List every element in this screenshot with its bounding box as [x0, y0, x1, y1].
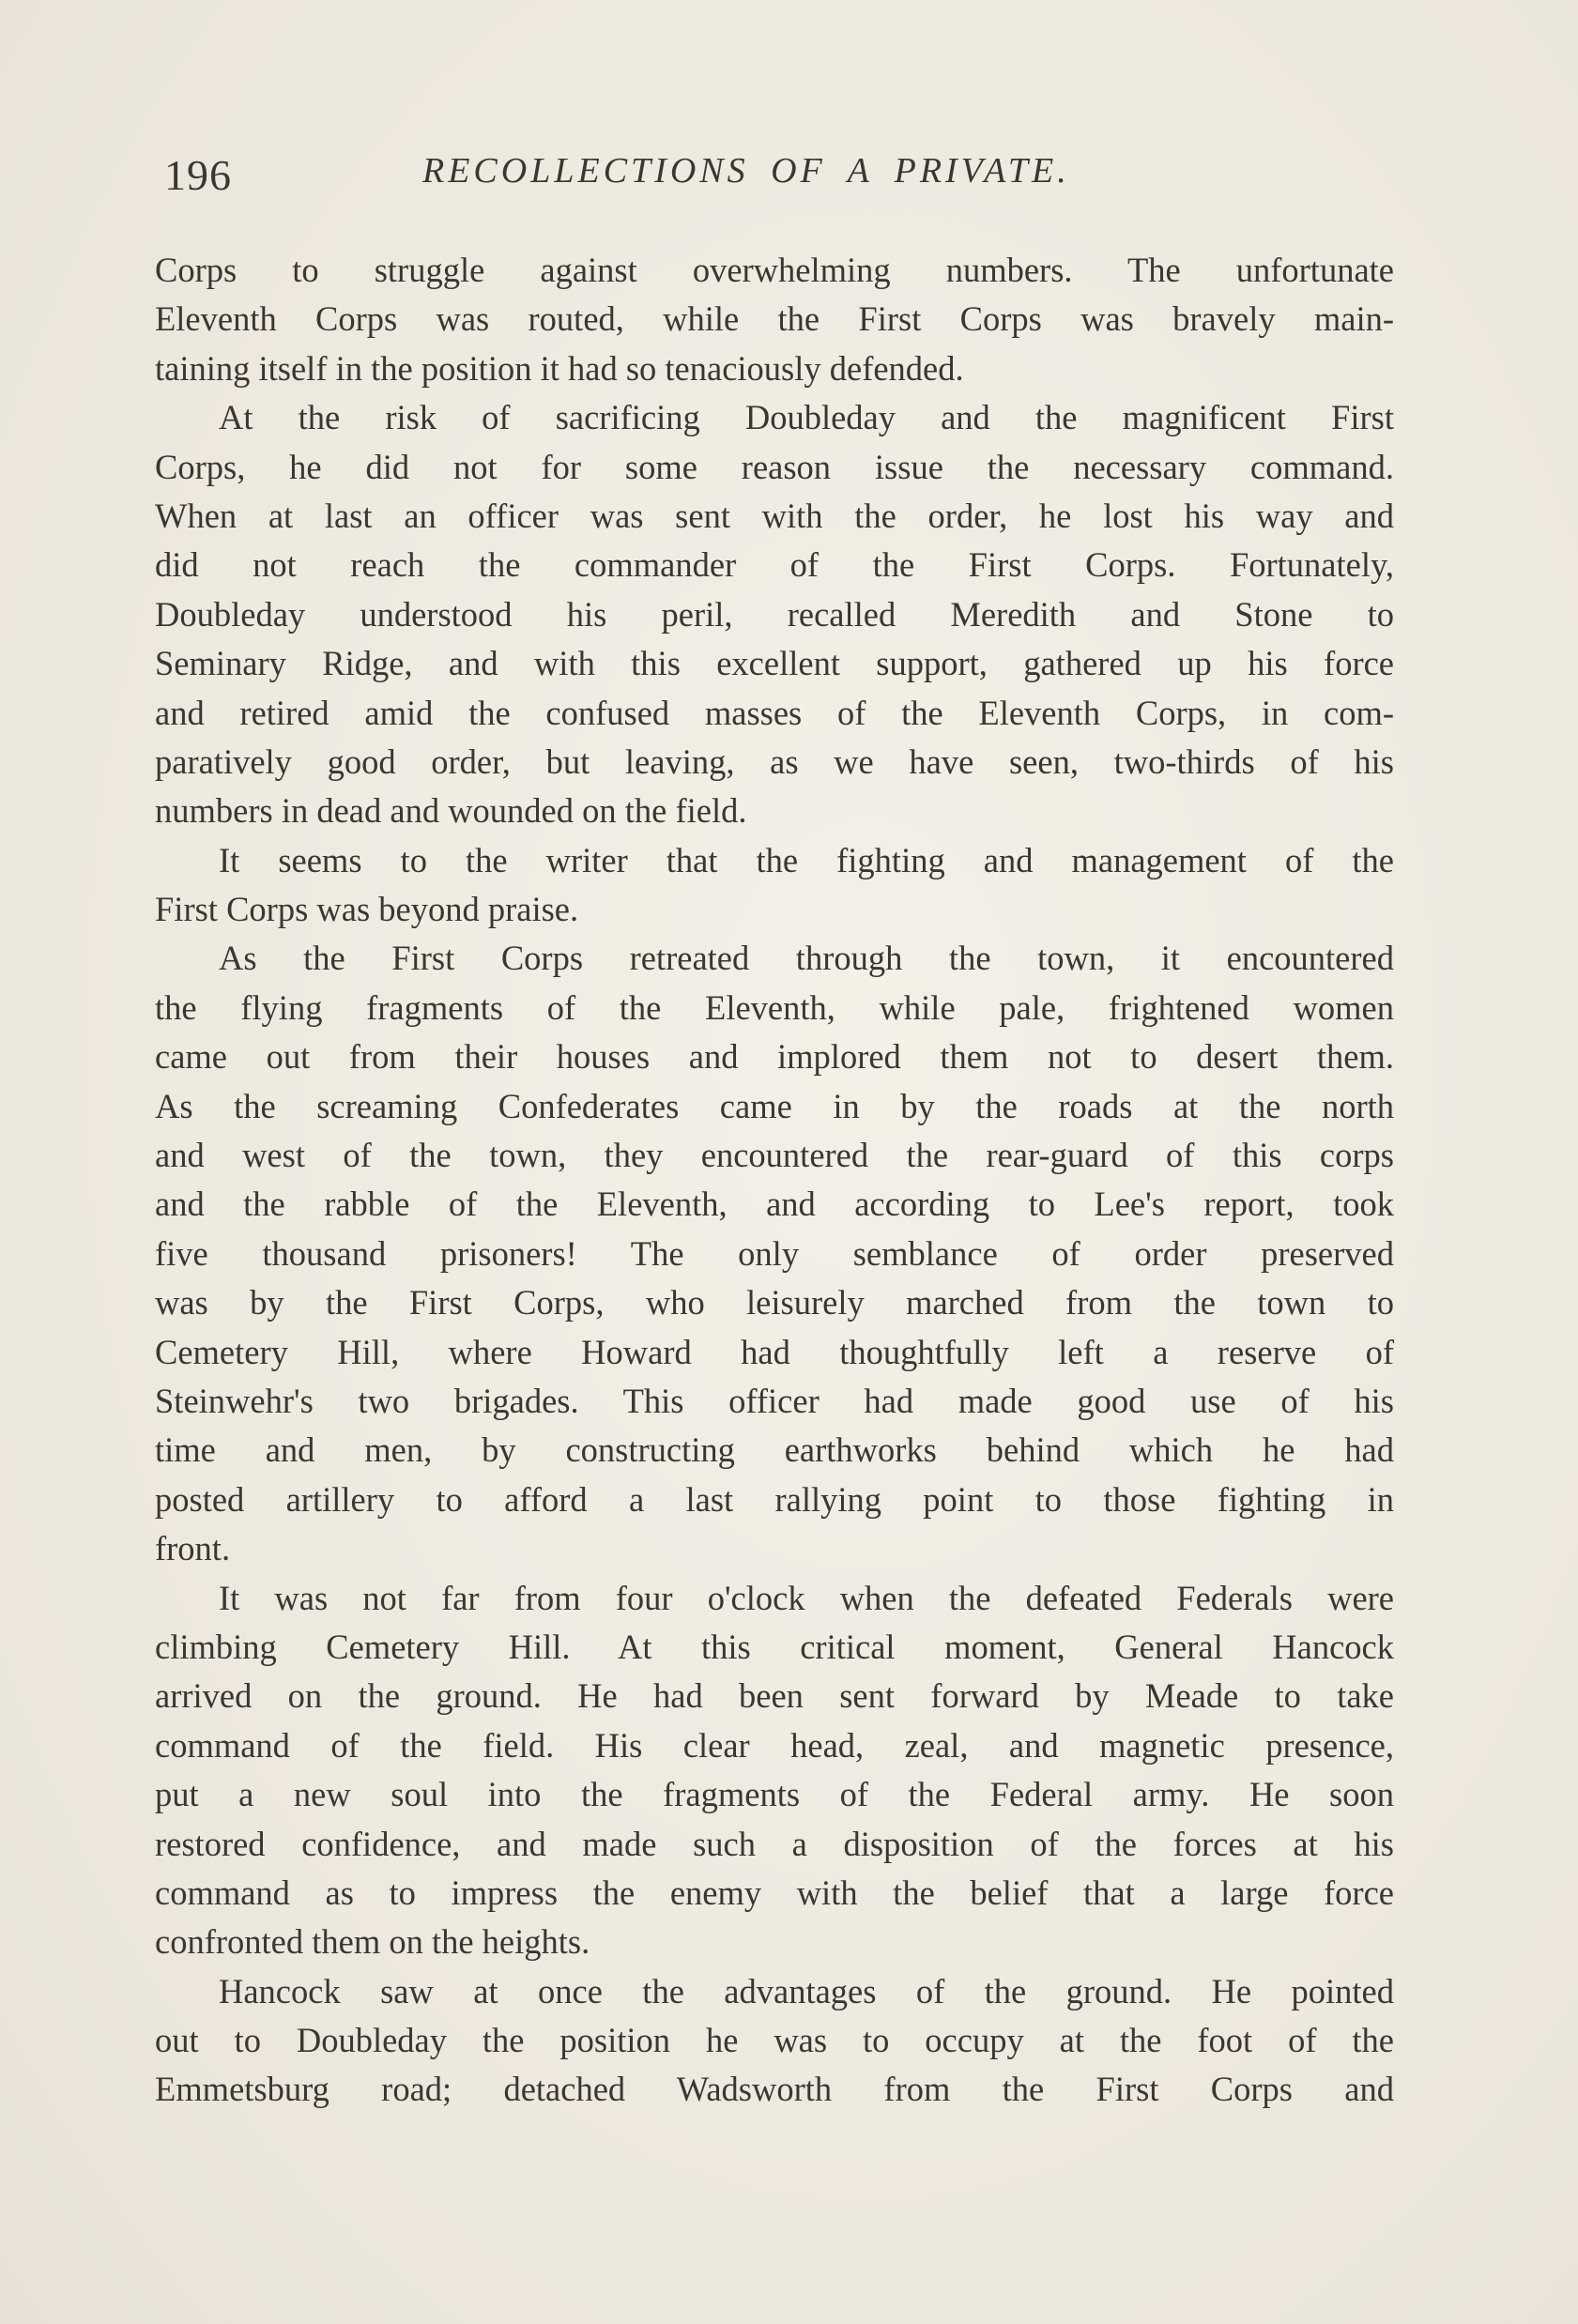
text-line: posted artillery to afford a last rallying point to those fighting in [155, 1479, 1394, 1519]
text-line: Steinwehr's two brigades. This officer had made good use of his [155, 1381, 1394, 1420]
text-line: front. [155, 1529, 231, 1568]
body-text [155, 246, 1394, 2115]
text-line: As the First Corps retreated through the town, it encountered [219, 939, 1394, 978]
text-line: and retired amid the confused masses of the Eleventh Corps, in com- [155, 693, 1394, 732]
text-line: taining itself in the position it had so tenaciously defended. [155, 348, 964, 388]
text-line: First Corps was beyond praise. [155, 890, 579, 929]
page-number: 196 [164, 151, 232, 199]
text-line: paratively good order, but leaving, as we have seen, two-thirds of his [155, 742, 1394, 781]
text-line: Corps to struggle against overwhelming numbers. The unfortunate [155, 251, 1394, 289]
text-line: At the risk of sacrificing Doubleday and the magnificent First [219, 398, 1394, 437]
text-line: numbers in dead and wounded on the field. [155, 791, 747, 831]
text-line: When at last an officer was sent with the order, he lost his way and [155, 496, 1394, 535]
text-line: was by the First Corps, who leisurely marched from the town to [155, 1283, 1394, 1323]
text-line: put a new soul into the fragments of the Federal army. He soon [155, 1775, 1394, 1814]
text-line: came out from their houses and implored them not to desert them. [155, 1037, 1394, 1077]
running-head [164, 150, 1399, 206]
text-line: command as to impress the enemy with the belief that a large force [155, 1873, 1394, 1912]
text-line: Cemetery Hill, where Howard had thoughtfully left a reserve of [155, 1332, 1394, 1371]
text-line: and west of the town, they encountered the rear-guard of this corps [155, 1136, 1394, 1175]
text-line: confronted them on the heights. [155, 1922, 590, 1962]
text-line: command of the field. His clear head, zeal, and magnetic presence, [155, 1725, 1394, 1765]
text-line: Corps, he did not for some reason issue the necessary command. [155, 447, 1394, 486]
text-line: It seems to the writer that the fighting and management of the [219, 840, 1394, 879]
text-line: time and men, by constructing earthworks behind which he had [155, 1430, 1394, 1470]
text-line: Emmetsburg road; detached Wadsworth from the First Corps and [155, 2070, 1394, 2109]
text-line: the flying fragments of the Eleventh, while pale, frightened women [155, 987, 1394, 1027]
text-line: did not reach the commander of the First Corps. Fortunately, [155, 545, 1394, 585]
text-line: five thousand prisoners! The only semblance of order preserved [155, 1233, 1394, 1273]
text-line: Doubleday understood his peril, recalled Meredith and Stone to [155, 594, 1394, 634]
text-line: It was not far from four o'clock when the defeated Federals were [219, 1578, 1394, 1617]
text-line: climbing Cemetery Hill. At this critical moment, General Hancock [155, 1627, 1394, 1666]
text-line: and the rabble of the Eleventh, and according to Lee's report, took [155, 1185, 1394, 1224]
text-line: As the screaming Confederates came in by the roads at the north [155, 1086, 1394, 1125]
running-title: RECOLLECTIONS OF A PRIVATE. [422, 151, 1070, 191]
text-line: out to Doubleday the position he was to occupy at the foot of the [155, 2021, 1394, 2060]
text-line: restored confidence, and made such a disposition of the forces at his [155, 1824, 1394, 1863]
text-line: Eleventh Corps was routed, while the First Corps was bravely main- [155, 299, 1394, 339]
text-line: Seminary Ridge, and with this excellent support, gathered up his force [155, 644, 1394, 683]
text-line: arrived on the ground. He had been sent forward by Meade to take [155, 1676, 1394, 1716]
text-line: Hancock saw at once the advantages of the ground. He pointed [219, 1971, 1394, 2011]
